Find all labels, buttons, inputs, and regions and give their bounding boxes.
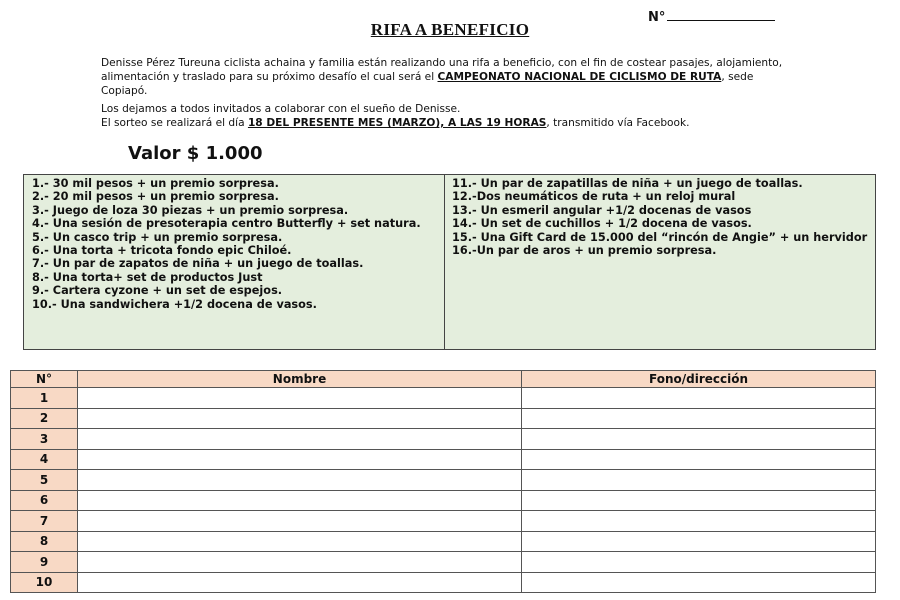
- row-number: 1: [11, 388, 78, 409]
- row-number: 10: [11, 572, 78, 593]
- intro-paragraph-2: [101, 102, 801, 130]
- contact-cell[interactable]: [522, 531, 876, 552]
- prize-column-left: [24, 175, 445, 349]
- contact-cell[interactable]: [522, 429, 876, 450]
- draw-date: 18 DEL PRESENTE MES (MARZO), A LAS 19 HORAS: [247, 117, 547, 129]
- table-row: [11, 572, 876, 593]
- intro-paragraph-1: [101, 56, 801, 98]
- table-row: [11, 490, 876, 511]
- intro-p3-tail: , transmitido vía Facebook.: [546, 117, 690, 129]
- prize-item: 11.- Un par de zapatillas de niña + un juego de toallas.: [452, 177, 803, 190]
- prize-item: 10.- Una sandwichera +1/2 docena de vasos.: [32, 297, 317, 311]
- table-row: [11, 408, 876, 429]
- row-number: 4: [11, 449, 78, 470]
- name-cell[interactable]: [78, 429, 522, 450]
- intro-p3-text: El sorteo se realizará el día: [101, 117, 248, 129]
- row-number: 3: [11, 429, 78, 450]
- prize-column-right: [444, 175, 875, 349]
- intro-text: [101, 56, 801, 134]
- page-title: RIFA A BENEFICIO: [370, 20, 530, 39]
- prize-list-right: [444, 175, 875, 257]
- table-row: [11, 449, 876, 470]
- prize-item: 3.- Juego de loza 30 piezas + un premio sorpresa.: [32, 203, 349, 217]
- prize-item: 7.- Un par de zapatos de niña + un juego de toallas.: [32, 257, 364, 271]
- intro-p1-text: Denisse Pérez Tureuna ciclista achaina y familia están realizando una rifa a beneficio, con el fin de costear pasajes, alojamiento, alimentación y traslado para su próximo desafío el cual será el: [101, 57, 783, 83]
- intro-p2-text: Los dejamos a todos invitados a colaborar con el sueño de Denisse.: [101, 103, 461, 115]
- name-cell[interactable]: [78, 531, 522, 552]
- table-row: [11, 552, 876, 573]
- contact-cell[interactable]: [522, 449, 876, 470]
- prize-item: 5.- Un casco trip + un premio sorpresa.: [32, 230, 283, 244]
- table-row: [11, 511, 876, 532]
- contact-cell[interactable]: [522, 470, 876, 491]
- prize-list-left: [24, 175, 444, 311]
- table-row: [11, 531, 876, 552]
- prize-item: 4.- Una sesión de presoterapia centro Butterfly + set natura.: [32, 217, 421, 231]
- name-cell[interactable]: [78, 470, 522, 491]
- header-name: Nombre: [78, 371, 522, 388]
- championship-name: CAMPEONATO NACIONAL DE CICLISMO DE RUTA: [437, 71, 722, 83]
- contact-cell[interactable]: [522, 408, 876, 429]
- name-cell[interactable]: [78, 572, 522, 593]
- prize-item: 6.- Una torta + tricota fondo epic Chiloé.: [32, 244, 292, 258]
- header-number: N°: [11, 371, 78, 388]
- contact-cell[interactable]: [522, 490, 876, 511]
- prize-item: 8.- Una torta+ set de productos Just: [32, 270, 263, 284]
- name-cell[interactable]: [78, 449, 522, 470]
- contact-cell[interactable]: [522, 572, 876, 593]
- row-number: 6: [11, 490, 78, 511]
- prize-box: [23, 174, 876, 350]
- row-number: 9: [11, 552, 78, 573]
- prize-item: 14.- Un set de cuchillos + 1/2 docena de vasos.: [452, 217, 752, 231]
- raffle-number-line: [667, 9, 775, 21]
- name-cell[interactable]: [78, 511, 522, 532]
- prize-item: 2.- 20 mil pesos + un premio sorpresa.: [32, 190, 279, 204]
- name-cell[interactable]: [78, 490, 522, 511]
- name-cell[interactable]: [78, 552, 522, 573]
- name-cell[interactable]: [78, 408, 522, 429]
- table-row: [11, 470, 876, 491]
- table-row: [11, 429, 876, 450]
- intro-p1-tail: , sede Copiapó.: [101, 71, 754, 97]
- name-cell[interactable]: [78, 388, 522, 409]
- prize-item: 9.- Cartera cyzone + un set de espejos.: [32, 284, 283, 298]
- header-contact: Fono/dirección: [522, 371, 876, 388]
- row-number: 7: [11, 511, 78, 532]
- row-number: 5: [11, 470, 78, 491]
- prize-item: 16.-Un par de aros + un premio sorpresa.: [452, 244, 717, 258]
- raffle-number-field: [648, 9, 775, 25]
- entries-header-row: [11, 371, 876, 388]
- prize-item: 13.- Un esmeril angular +1/2 docenas de vasos: [452, 203, 752, 217]
- raffle-number-label: N°: [648, 10, 666, 25]
- entries-table: [10, 370, 876, 593]
- prize-item: 1.- 30 mil pesos + un premio sorpresa.: [32, 177, 279, 190]
- contact-cell[interactable]: [522, 552, 876, 573]
- prize-item: 12.-Dos neumáticos de ruta + un reloj mural: [452, 190, 736, 204]
- ticket-price: Valor $ 1.000: [128, 143, 263, 164]
- contact-cell[interactable]: [522, 388, 876, 409]
- contact-cell[interactable]: [522, 511, 876, 532]
- row-number: 2: [11, 408, 78, 429]
- table-row: [11, 388, 876, 409]
- prize-item: 15.- Una Gift Card de 15.000 del “rincón de Angie” + un hervidor: [452, 230, 868, 244]
- row-number: 8: [11, 531, 78, 552]
